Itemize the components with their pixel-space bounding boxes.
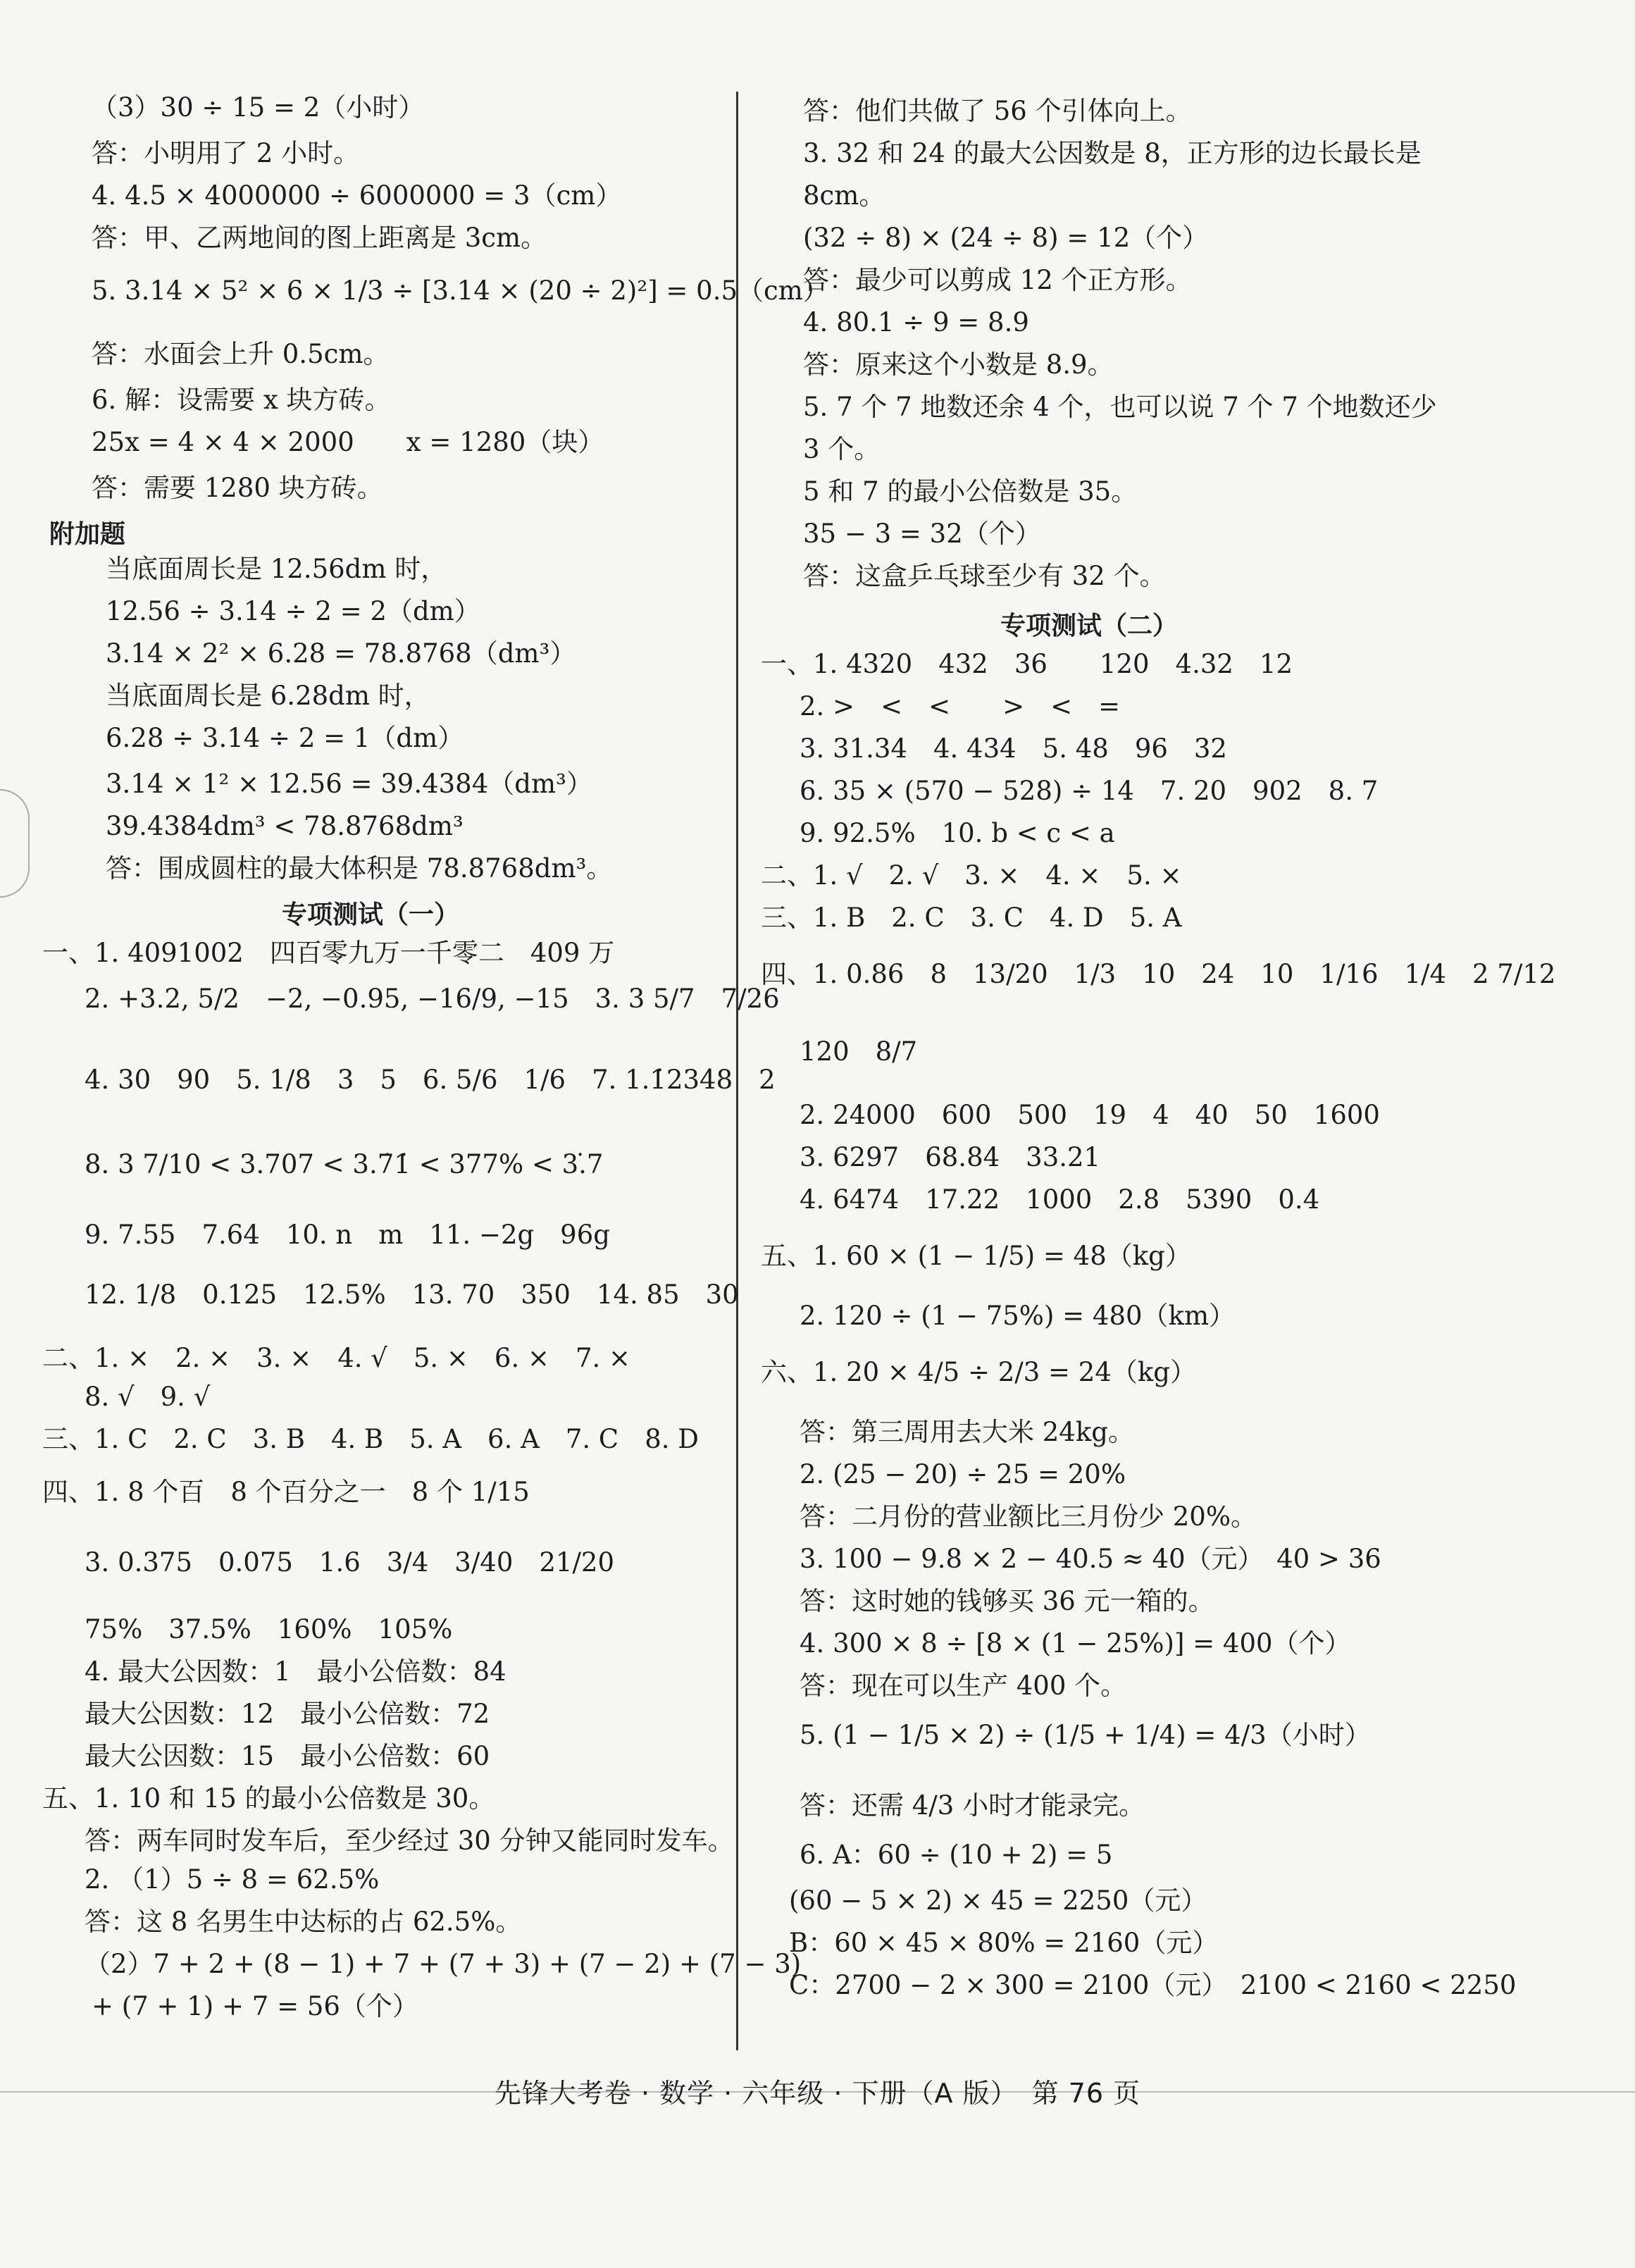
- right-answer-line: 5. (1 − 1/5 × 2) ÷ (1/5 + 1/4) = 4/3（小时）: [800, 1720, 1371, 1750]
- left-answer-line: （3）30 ÷ 15 = 2（小时）: [92, 92, 425, 123]
- left-answer-line: 3. 0.375 0.075 1.6 3/4 3/40 21/20: [85, 1547, 615, 1578]
- right-answer-line: 答：第三周用去大米 24kg。: [800, 1417, 1134, 1447]
- left-section-heading: 附加题: [49, 520, 126, 549]
- right-answer-line: (32 ÷ 8) × (24 ÷ 8) = 12（个）: [803, 223, 1209, 253]
- right-answer-line: 六、1. 20 × 4/5 ÷ 2/3 = 24（kg）: [761, 1357, 1196, 1387]
- left-answer-line: 3.14 × 1² × 12.56 = 39.4384（dm³）: [106, 769, 592, 799]
- right-answer-line: 2. (25 − 20) ÷ 25 = 20%: [800, 1459, 1126, 1489]
- right-answer-line: 答：最少可以剪成 12 个正方形。: [803, 265, 1192, 295]
- left-answer-line: 三、1. C 2. C 3. B 4. B 5. A 6. A 7. C 8. D: [42, 1424, 699, 1454]
- right-answer-line: 6. A：60 ÷ (10 + 2) = 5: [800, 1840, 1113, 1870]
- left-answer-line: 3.14 × 2² × 6.28 = 78.8768（dm³）: [106, 638, 576, 669]
- left-answer-line: 4. 30 90 5. 1/8 3 5 6. 5/6 1/6 7. 1.1̇234̇8 2: [85, 1065, 776, 1095]
- left-answer-line: 当底面周长是 12.56dm 时，: [106, 554, 447, 584]
- left-answer-line: 一、1. 4091002 四百零九万一千零二 409 万: [42, 938, 615, 968]
- left-answer-line: 4. 最大公因数：1 最小公倍数：84: [85, 1656, 506, 1687]
- right-answer-line: 答：还需 4/3 小时才能录完。: [800, 1790, 1145, 1821]
- right-answer-line: 120 8/7: [800, 1036, 918, 1067]
- left-answer-line: 二、1. × 2. × 3. × 4. √ 5. × 6. × 7. ×: [42, 1343, 631, 1373]
- right-answer-line: 4. 300 × 8 ÷ [8 × (1 − 25%)] = 400（个）: [800, 1628, 1351, 1659]
- left-answer-line: + (7 + 1) + 7 = 56（个）: [92, 1991, 418, 2021]
- right-answer-line: 2. 120 ÷ (1 − 75%) = 480（km）: [800, 1301, 1236, 1331]
- binding-mark: [0, 789, 30, 898]
- right-answer-line: 4. 80.1 ÷ 9 = 8.9: [803, 307, 1029, 337]
- right-answer-line: 答：这盒乒乓球至少有 32 个。: [803, 561, 1166, 591]
- right-answer-line: 4. 6474 17.22 1000 2.8 5390 0.4: [800, 1184, 1320, 1215]
- left-section-heading: 专项测试（一）: [282, 900, 460, 929]
- right-answer-line: 答：原来这个小数是 8.9。: [803, 349, 1114, 380]
- right-answer-line: 3. 100 − 9.8 × 2 − 40.5 ≈ 40（元） 40 > 36: [800, 1544, 1381, 1574]
- left-answer-line: 9. 7.55 7.64 10. n m 11. −2g 96g: [85, 1220, 610, 1250]
- right-answer-line: 五、1. 60 × (1 − 1/5) = 48（kg）: [761, 1241, 1191, 1271]
- right-answer-line: 答：这时她的钱够买 36 元一箱的。: [800, 1586, 1214, 1616]
- left-answer-line: 12. 1/8 0.125 12.5% 13. 70 350 14. 85 30: [85, 1279, 739, 1310]
- right-answer-line: 一、1. 4320 432 36 120 4.32 12: [761, 649, 1293, 679]
- left-answer-line: 最大公因数：12 最小公倍数：72: [85, 1699, 490, 1729]
- left-answer-line: 5. 3.14 × 5² × 6 × 1/3 ÷ [3.14 × (20 ÷ 2)²] = 0.5（cm）: [92, 275, 829, 306]
- left-answer-line: 4. 4.5 × 4000000 ÷ 6000000 = 3（cm）: [92, 180, 622, 211]
- right-answer-line: 答：他们共做了 56 个引体向上。: [803, 96, 1192, 126]
- left-answer-line: 四、1. 8 个百 8 个百分之一 8 个 1/15: [42, 1477, 530, 1507]
- right-answer-line: B：60 × 45 × 80% = 2160（元）: [789, 1928, 1219, 1958]
- left-answer-line: 五、1. 10 和 15 的最小公倍数是 30。: [42, 1783, 495, 1814]
- right-answer-line: 三、1. B 2. C 3. C 4. D 5. A: [761, 903, 1182, 933]
- right-answer-line: 二、1. √ 2. √ 3. × 4. × 5. ×: [761, 860, 1182, 891]
- right-answer-line: 3 个。: [803, 434, 881, 464]
- left-answer-line: 6. 解：设需要 x 块方砖。: [92, 385, 391, 415]
- right-answer-line: 35 − 3 = 32（个）: [803, 519, 1041, 549]
- page-footer: 先锋大考卷 · 数学 · 六年级 · 下册（A 版） 第 76 页: [494, 2078, 1141, 2109]
- right-answer-line: 8cm。: [803, 180, 885, 211]
- left-answer-line: 答：小明用了 2 小时。: [92, 138, 360, 168]
- right-answer-line: C：2700 − 2 × 300 = 2100（元） 2100 < 2160 < 2250: [789, 1970, 1517, 2000]
- right-answer-line: 5. 7 个 7 地数还余 4 个，也可以说 7 个 7 个地数还少: [803, 392, 1437, 422]
- left-answer-line: 答：两车同时发车后，至少经过 30 分钟又能同时发车。: [85, 1826, 734, 1856]
- right-answer-line: 3. 6297 68.84 33.21: [800, 1142, 1101, 1172]
- left-answer-line: 12.56 ÷ 3.14 ÷ 2 = 2（dm）: [106, 596, 480, 626]
- right-answer-line: 2. 24000 600 500 19 4 40 50 1600: [800, 1100, 1380, 1130]
- left-answer-line: 答：这 8 名男生中达标的占 62.5%。: [85, 1907, 522, 1937]
- right-section-heading: 专项测试（二）: [1000, 612, 1179, 640]
- left-answer-line: 2. +3.2, 5/2 −2, −0.95, −16/9, −15 3. 3 5/7 7/26: [85, 984, 780, 1014]
- right-answer-line: 3. 31.34 4. 434 5. 48 96 32: [800, 733, 1227, 764]
- left-answer-line: 当底面周长是 6.28dm 时，: [106, 681, 430, 711]
- left-answer-line: 答：需要 1280 块方砖。: [92, 473, 383, 503]
- left-answer-line: 最大公因数：15 最小公倍数：60: [85, 1741, 490, 1771]
- left-answer-line: （2）7 + 2 + (8 − 1) + 7 + (7 + 3) + (7 − 2) + (7 − 3): [85, 1949, 802, 1979]
- right-answer-line: 2. > < < > < =: [800, 691, 1121, 721]
- right-answer-line: 9. 92.5% 10. b < c < a: [800, 818, 1115, 848]
- left-answer-line: 2. （1）5 ÷ 8 = 62.5%: [85, 1864, 380, 1895]
- left-answer-line: 8. √ 9. √: [85, 1382, 211, 1412]
- left-answer-line: 答：围成圆柱的最大体积是 78.8768dm³。: [106, 853, 613, 884]
- right-answer-line: (60 − 5 × 2) × 45 = 2250（元）: [789, 1885, 1207, 1916]
- left-answer-line: 25x = 4 × 4 × 2000 x = 1280（块）: [92, 427, 604, 457]
- right-answer-line: 3. 32 和 24 的最大公因数是 8，正方形的边长最长是: [803, 138, 1422, 168]
- right-answer-line: 答：现在可以生产 400 个。: [800, 1671, 1127, 1701]
- left-answer-line: 答：水面会上升 0.5cm。: [92, 339, 390, 369]
- left-answer-line: 39.4384dm³ < 78.8768dm³: [106, 811, 464, 841]
- right-answer-line: 答：二月份的营业额比三月份少 20%。: [800, 1501, 1257, 1532]
- left-answer-line: 75% 37.5% 160% 105%: [85, 1614, 453, 1644]
- left-answer-line: 8. 3 7/10 < 3.707 < 3.7̇1̇ < 377% < 3.̇7: [85, 1149, 604, 1179]
- right-answer-line: 5 和 7 的最小公倍数是 35。: [803, 476, 1138, 507]
- left-answer-line: 6.28 ÷ 3.14 ÷ 2 = 1（dm）: [106, 723, 464, 753]
- left-answer-line: 答：甲、乙两地间的图上距离是 3cm。: [92, 223, 547, 253]
- right-answer-line: 6. 35 × (570 − 528) ÷ 14 7. 20 902 8. 7: [800, 776, 1379, 806]
- right-answer-line: 四、1. 0.86 8 13/20 1/3 10 24 10 1/16 1/4 2 7/12: [761, 959, 1556, 989]
